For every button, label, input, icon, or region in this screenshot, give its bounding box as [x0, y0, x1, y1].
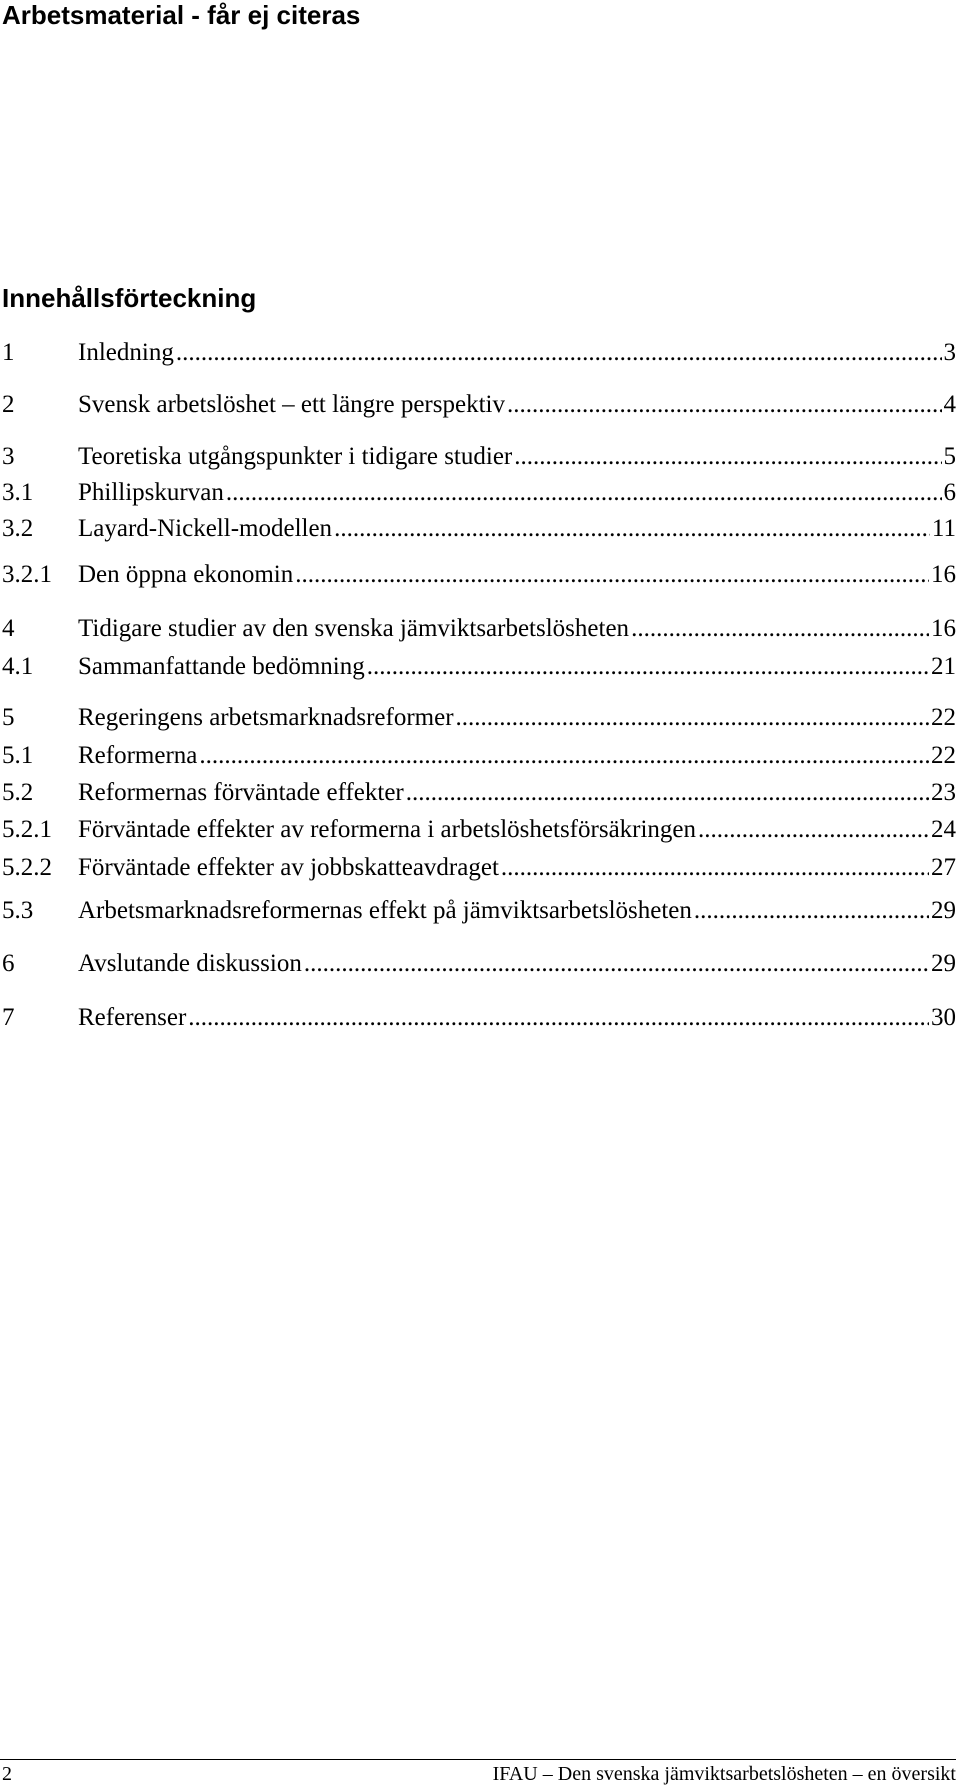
toc-entry-3-2-1[interactable] [2, 559, 956, 591]
toc-entry-5-3[interactable] [2, 895, 956, 927]
toc-entry-title: Regeringens arbetsmarknadsreformer [78, 704, 454, 731]
toc-entry-number: 4 [2, 615, 15, 642]
footer-divider [0, 1759, 956, 1760]
toc-entry-number: 3.2.1 [2, 561, 52, 588]
toc-entry-title: Referenser [78, 1004, 187, 1031]
toc-dot-leader [199, 740, 929, 772]
toc-entry-title: Förväntade effekter av jobbskatteavdraget [78, 854, 499, 881]
document-header: Arbetsmaterial - får ej citeras [2, 0, 361, 30]
toc-entry-title: Arbetsmarknadsreformernas effekt på jämviktsarbetslösheten [78, 897, 692, 924]
toc-entry-number: 6 [2, 950, 15, 977]
toc-dot-leader [406, 777, 929, 809]
toc-dot-leader [698, 814, 929, 846]
toc-entry-title: Förväntade effekter av reformerna i arbetslöshetsförsäkringen [78, 816, 697, 843]
toc-entry-page: 4 [943, 391, 956, 418]
toc-entry-5-2-2[interactable] [2, 852, 956, 884]
toc-dot-leader [694, 895, 929, 927]
toc-dot-leader [334, 513, 930, 545]
toc-dot-leader [226, 477, 942, 509]
toc-entry-number: 5.2.2 [2, 854, 52, 881]
toc-entry-page: 24 [931, 816, 956, 843]
toc-entry-title: Reformerna [78, 742, 198, 769]
toc-entry-3[interactable] [2, 441, 956, 473]
toc-heading: Innehållsförteckning [2, 283, 257, 313]
toc-entry-number: 4.1 [2, 653, 34, 680]
toc-entry-5[interactable] [2, 702, 956, 734]
footer-running-title: IFAU – Den svenska jämviktsarbetslösheten – en översikt [492, 1763, 956, 1785]
toc-entry-5-2[interactable] [2, 777, 956, 809]
toc-entry-number: 2 [2, 391, 15, 418]
toc-entry-page: 30 [931, 1004, 956, 1031]
toc-entry-page: 16 [931, 615, 956, 642]
toc-entry-title: Sammanfattande bedömning [78, 653, 365, 680]
toc-entry-title: Reformernas förväntade effekter [78, 779, 404, 806]
toc-entry-4-1[interactable] [2, 651, 956, 683]
toc-entry-3-2[interactable] [2, 513, 956, 545]
toc-entry-7[interactable] [2, 1002, 956, 1034]
toc-entry-title: Svensk arbetslöshet – ett längre perspektiv [78, 391, 505, 418]
toc-entry-number: 3 [2, 443, 15, 470]
toc-entry-page: 21 [931, 653, 956, 680]
toc-entry-4[interactable] [2, 613, 956, 645]
toc-entry-2[interactable] [2, 389, 956, 421]
toc-entry-number: 3.1 [2, 479, 34, 506]
toc-entry-page: 29 [931, 897, 956, 924]
toc-entry-6[interactable] [2, 948, 956, 980]
toc-dot-leader [367, 651, 929, 683]
toc-entry-page: 23 [931, 779, 956, 806]
toc-entry-title: Den öppna ekonomin [78, 561, 294, 588]
toc-entry-title: Inledning [78, 339, 174, 366]
toc-entry-number: 5.3 [2, 897, 34, 924]
toc-entry-page: 5 [943, 443, 956, 470]
toc-entry-number: 1 [2, 339, 15, 366]
toc-dot-leader [304, 948, 929, 980]
toc-entry-page: 22 [931, 742, 956, 769]
toc-dot-leader [501, 852, 929, 884]
toc-entry-title: Layard-Nickell-modellen [78, 515, 333, 542]
toc-entry-page: 11 [931, 515, 956, 542]
toc-dot-leader [456, 702, 929, 734]
toc-entry-page: 6 [943, 479, 956, 506]
toc-entry-page: 22 [931, 704, 956, 731]
toc-entry-number: 5.2 [2, 779, 34, 806]
toc-entry-number: 3.2 [2, 515, 34, 542]
toc-entry-page: 3 [943, 339, 956, 366]
toc-dot-leader [176, 337, 942, 369]
toc-entry-5-1[interactable] [2, 740, 956, 772]
toc-entry-number: 5.2.1 [2, 816, 52, 843]
toc-dot-leader [295, 559, 929, 591]
toc-entry-title: Teoretiska utgångspunkter i tidigare studier [78, 443, 513, 470]
toc-entry-3-1[interactable] [2, 477, 956, 509]
toc-entry-page: 16 [931, 561, 956, 588]
toc-entry-title: Phillipskurvan [78, 479, 224, 506]
toc-entry-number: 5 [2, 704, 15, 731]
toc-entry-page: 29 [931, 950, 956, 977]
toc-dot-leader [514, 441, 941, 473]
toc-entry-5-2-1[interactable] [2, 814, 956, 846]
toc-entry-number: 7 [2, 1004, 15, 1031]
toc-dot-leader [507, 389, 942, 421]
toc-entry-title: Tidigare studier av den svenska jämviktsarbetslösheten [78, 615, 630, 642]
footer-page-number: 2 [2, 1763, 12, 1785]
toc-entry-number: 5.1 [2, 742, 34, 769]
toc-dot-leader [631, 613, 929, 645]
toc-entry-1[interactable] [2, 337, 956, 369]
toc-dot-leader [188, 1002, 929, 1034]
toc-entry-title: Avslutande diskussion [78, 950, 302, 977]
toc-entry-page: 27 [931, 854, 956, 881]
